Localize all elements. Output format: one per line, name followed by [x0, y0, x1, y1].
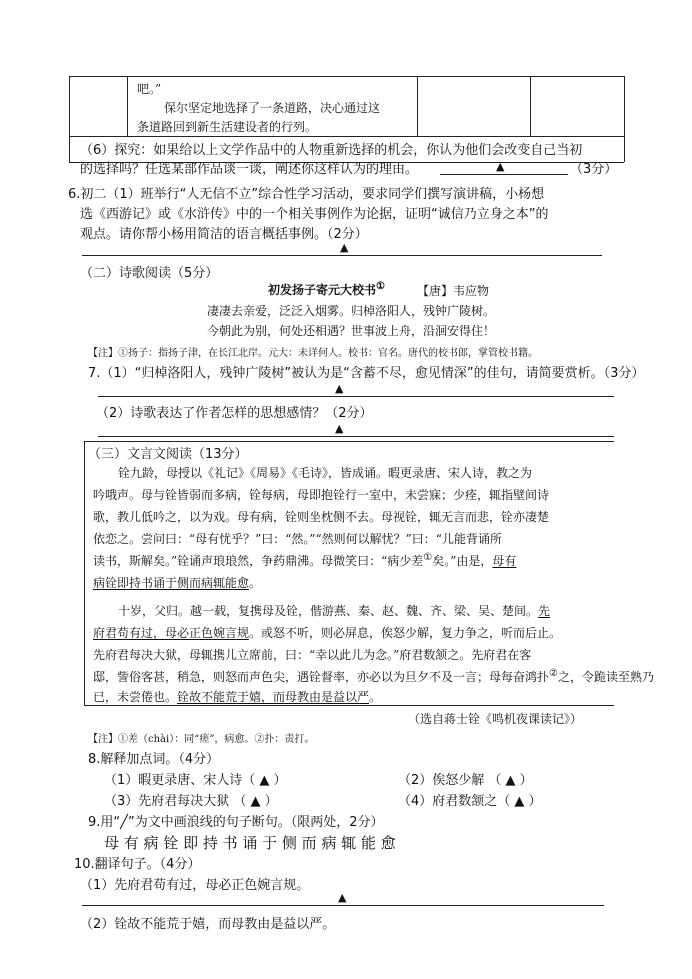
- table-row1-line3: 条道路回到新生活建设者的行列。: [137, 120, 318, 134]
- classical-underlined-sentence-1: 府君苟有过，母必正色婉言规: [93, 626, 250, 640]
- classical-p1-l4: 依恋之。尝问曰：“母有忧乎？”曰：“然。”“然则何以解忧？”曰：“儿能背诵所: [93, 532, 502, 546]
- table-border-top: [69, 76, 624, 77]
- q8-item-3: （3）先府君每决大狱 （ ▲ ）: [104, 794, 278, 809]
- table-row1-line2: 保尔坚定地选择了一条道路，决心通过这: [164, 101, 381, 115]
- classical-note-1: ①: [423, 552, 433, 563]
- q5-6-answer-line: [440, 174, 568, 175]
- q6-line1: 6.初二（1）班举行“人无信不立”综合性学习活动，要求同学们撰写演讲稿，小杨想: [68, 187, 545, 202]
- classical-p2-l2: [93, 624, 561, 641]
- classical-p2-l5: [93, 688, 381, 705]
- classical-box-left: [84, 441, 85, 705]
- q7-1-text: 7.（1）“归棹洛阳人，残钟广陵树”被认为是“含蓄不尽，愈见情深”的佳句，请简要赏析。（3分）: [88, 366, 645, 381]
- classical-box-top: [84, 441, 614, 442]
- poem-title-note: ①: [376, 281, 385, 292]
- q7-2-answer-marker: ▲: [335, 422, 344, 435]
- classical-p2-l5a: 已，未尝倦也。: [93, 690, 178, 704]
- table-border-left: [69, 76, 70, 162]
- classical-box-bottom: [84, 705, 614, 706]
- classical-underlined-sentence-2: 铨故不能荒于嬉，而母教由是益以严: [177, 690, 370, 704]
- classical-p2-l1a: 十岁，父归。越一载，复携母及铨，偕游燕、秦、赵、魏、齐、梁、吴、楚间。: [118, 604, 539, 618]
- q9-title: 9.用“╱”为文中画浪线的句子断句。（限两处，2分）: [88, 815, 384, 830]
- q6-line3: 观点。请你帮小杨用简洁的语言概括事例。（2分）: [80, 227, 368, 242]
- q5-6-score: （3分）: [570, 162, 618, 177]
- classical-p1-l1: 铨九龄，母授以《礼记》《周易》《毛诗》，皆成诵。暇更录唐、宋人诗，教之为: [118, 466, 533, 480]
- table-border-col3: [530, 76, 531, 136]
- q10-item-2: （2）铨故不能荒于嬉，而母教由是益以严。: [80, 917, 336, 932]
- q7-1-answer-line: [98, 396, 614, 397]
- q8-item-4: （4）府君数颔之（ ▲ ）: [398, 794, 542, 809]
- q10-1-answer-line-real-visible: [82, 905, 604, 906]
- poem-line1: 凄凄去亲爱，泛泛入烟雾。归棹洛阳人，残钟广陵树。: [207, 304, 496, 318]
- classical-p1-l5b: 矣。”由是，: [432, 554, 493, 568]
- classical-p2-l1b: 先: [538, 604, 551, 618]
- q8-item-1: （1）暇更录唐、宋人诗（ ▲ ）: [104, 773, 287, 788]
- q7-2-answer-line: [98, 436, 614, 437]
- classical-p2-l3: 先府君每决大狱，母辄携儿立席前，曰：“幸以此儿为念。”府君数颔之。先府君在客: [93, 648, 532, 662]
- q8-title: 8.解释加点词。（4分）: [88, 752, 220, 767]
- q7-1-answer-marker: ▲: [335, 382, 344, 395]
- q10-1-answer-marker: ▲: [338, 891, 347, 904]
- classical-p1-l5: [93, 552, 516, 569]
- classical-p1-l2: 吟哦声。母与铨皆弱而多病，铨每病，母即抱铨行一室中，未尝寐；少痊，辄指壁间诗: [93, 488, 550, 502]
- q5-6-text-2: 的选择吗？任选某部作品谈一谈，阐述你这样认为的理由。: [80, 162, 419, 177]
- q5-6-text: （6）探究：如果给以上文学作品中的人物重新选择的机会，你认为他们会改变自己当初: [80, 143, 583, 158]
- classical-p1-l3: 歌，教儿低吟之，以为戏。母有病，铨则坐枕侧不去。母视铨，辄无言而悲，铨亦凄楚: [93, 510, 550, 524]
- q10-title: 10.翻译句子。（4分）: [74, 857, 201, 872]
- classical-note: 【注】①差（chài）：同“瘥”，病愈。②扑：责打。: [88, 734, 315, 745]
- classical-source: （选自蒋士铨《鸣机夜课读记》）: [408, 712, 583, 726]
- classical-wavy-sentence-start: 母有: [492, 554, 517, 568]
- q8-item-2: （2）俟怒少解 （ ▲ ）: [398, 773, 533, 788]
- table-border-right: [624, 76, 625, 162]
- q6-answer-line: [82, 255, 602, 256]
- q6-line2: 选《西游记》或《水浒传》中的一个相关事例作为论据，证明“诚信乃立身之本”的: [80, 207, 549, 222]
- q5-6-answer-marker: ▲: [496, 160, 505, 173]
- table-border-middle: [69, 136, 624, 137]
- poem-author: 【唐】韦应物: [417, 284, 490, 298]
- classical-wavy-sentence: 病铨即持书诵于侧而病辄能愈: [93, 576, 250, 590]
- classical-note-2: ②: [549, 668, 558, 679]
- q9-sentence: 母 有 病 铨 即 持 书 诵 于 侧 而 病 辄 能 愈: [104, 834, 396, 852]
- classical-p1-l6: [93, 574, 261, 591]
- classical-p2-l5c: 。: [369, 690, 382, 704]
- q10-item-1: （1）先府君苟有过，母必正色婉言规。: [80, 878, 310, 893]
- q6-answer-marker: ▲: [340, 241, 349, 254]
- classical-p2-l4b: 之，令跪读至熟乃: [557, 670, 654, 684]
- classical-p2-l1: [118, 602, 550, 619]
- classical-p2-l4: [93, 668, 654, 685]
- poem-section-title: （二）诗歌阅读（5分）: [80, 266, 219, 281]
- poem-title: [268, 281, 385, 298]
- classical-p1-l6end: 。: [249, 576, 262, 590]
- poem-note: 【注】①扬子：指扬子津，在长江北岸。元大：未详何人。校书：官名。唐代的校书郎，掌管校书籍。: [88, 348, 538, 359]
- poem-title-text: 初发扬子寄元大校书: [268, 283, 377, 297]
- classical-section-title: （三）文言文阅读（13分）: [88, 447, 248, 462]
- poem-line2: 今朝此为别，何处还相遇？世事波上舟，沿洄安得住！: [207, 324, 496, 338]
- q7-2-text: （2）诗歌表达了作者怎样的思想感情？（2分）: [96, 406, 373, 421]
- table-row1-line1: 吧。”: [137, 82, 162, 96]
- classical-p1-l5a: 读书，斯解矣。”铨诵声琅琅然，争药鼎沸。母微笑曰：“病少差: [93, 554, 424, 568]
- table-border-col1: [127, 76, 128, 136]
- classical-p2-l4a: 邸，訾俗客甚，稍急，则怒而声色尖，遇铨督率，亦必以为旦夕不及一言；母每奋鸿扑: [93, 670, 550, 684]
- classical-p2-l2b: 。或怒不听，则必屏息，俟怒少解，复力争之，听而后止。: [249, 626, 562, 640]
- table-border-col2: [417, 76, 418, 136]
